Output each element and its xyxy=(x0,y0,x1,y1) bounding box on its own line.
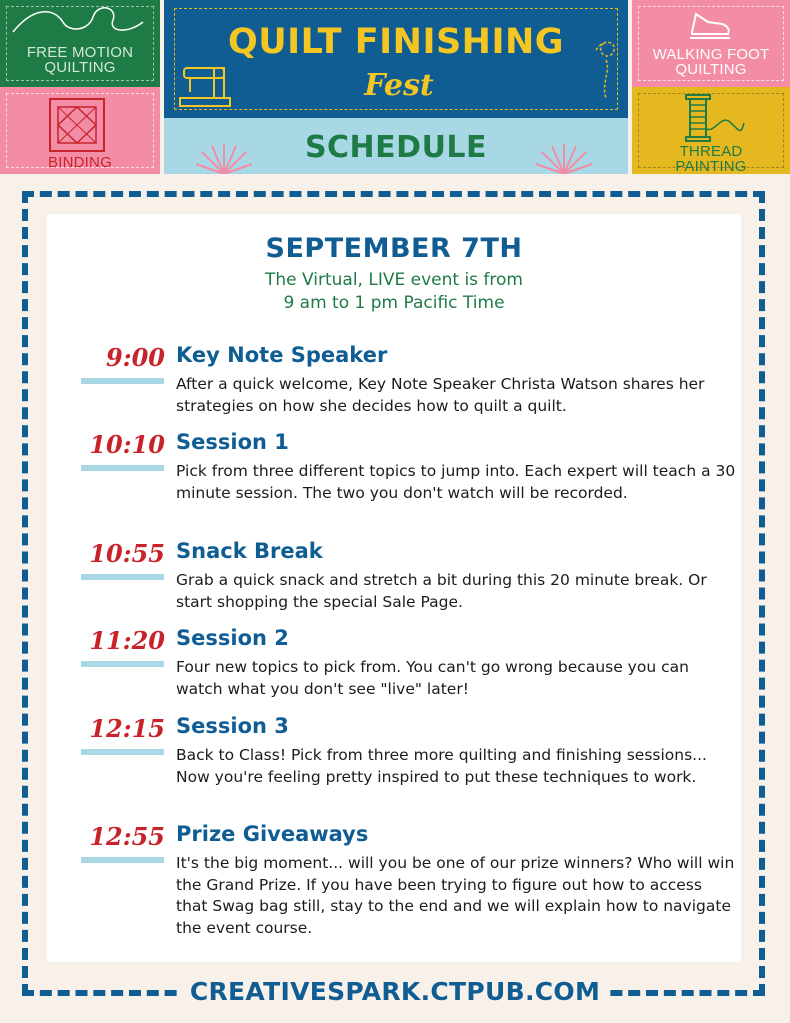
event-intro-line-2: 9 am to 1 pm Pacific Time xyxy=(283,293,505,313)
title-banner xyxy=(164,0,628,118)
schedule-time: 9:00 xyxy=(106,343,165,372)
free-motion-quilting-label xyxy=(0,45,160,75)
time-underline xyxy=(81,749,164,755)
quilt-block-icon xyxy=(48,97,106,153)
time-underline xyxy=(81,378,164,384)
event-intro-line-1: The Virtual, LIVE event is from xyxy=(264,270,523,290)
schedule-description: Grab a quick snack and stretch a bit during this 20 minute break. Or start shopping the special Sale Page. xyxy=(176,571,707,611)
thread-painting-tile xyxy=(632,87,790,174)
time-underline xyxy=(81,661,164,667)
schedule-banner xyxy=(164,118,628,174)
schedule-description: After a quick welcome, Key Note Speaker Christa Watson shares her strategies on how she decides how to quilt a quilt. xyxy=(176,375,705,415)
thread-spool-icon xyxy=(676,93,746,143)
walking-foot-tile xyxy=(632,0,790,87)
schedule-description: It's the big moment... will you be one of our prize winners? Who will win the Grand Prize. If you have been trying to figure out how to access that Swag bag still, stay to the end and we will explain how to navigate the event course. xyxy=(176,854,735,937)
event-date: SEPTEMBER 7TH xyxy=(265,233,523,264)
time-underline xyxy=(81,574,164,580)
thread-painting-text: THREAD PAINTING xyxy=(675,143,747,174)
schedule-time: 12:55 xyxy=(89,822,165,851)
schedule-title: Snack Break xyxy=(176,539,323,563)
schedule-description: Back to Class! Pick from three more quilting and finishing sessions... Now you're feeling pretty inspired to put these techniques to work. xyxy=(176,746,707,786)
free-motion-quilting-tile xyxy=(0,0,160,87)
schedule-description: Four new topics to pick from. You can't go wrong because you can watch what you don't see "live" later! xyxy=(176,658,689,698)
schedule-title: Key Note Speaker xyxy=(176,343,388,367)
schedule-heading: SCHEDULE xyxy=(304,130,488,165)
sewing-machine-icon xyxy=(178,62,234,110)
schedule-time: 12:15 xyxy=(89,714,165,743)
schedule-title: Prize Giveaways xyxy=(176,822,369,846)
free-motion-text: FREE MOTION QUILTING xyxy=(26,44,134,76)
sneaker-icon xyxy=(688,6,732,40)
schedule-title: Session 3 xyxy=(176,714,289,738)
event-subtitle: Fest xyxy=(364,68,434,103)
binding-label: BINDING xyxy=(48,154,112,171)
schedule-time: 10:10 xyxy=(89,430,165,459)
schedule-title: Session 1 xyxy=(176,430,289,454)
schedule-description: Pick from three different topics to jump into. Each expert will teach a 30 minute session. The two you don't watch will be recorded. xyxy=(176,462,736,502)
time-underline xyxy=(81,465,164,471)
event-title: QUILT FINISHING xyxy=(227,22,565,62)
walking-foot-label xyxy=(632,47,790,77)
schedule-time: 10:55 xyxy=(89,539,165,568)
schedule-time: 11:20 xyxy=(89,626,165,655)
walking-foot-text: WALKING FOOT QUILTING xyxy=(652,46,770,78)
footer-website-link[interactable]: CREATIVESPARK.CTPUB.COM xyxy=(189,977,601,1006)
thread-painting-label xyxy=(632,144,790,174)
time-underline xyxy=(81,857,164,863)
thread-swirl-icon xyxy=(8,2,148,42)
schedule-title: Session 2 xyxy=(176,626,289,650)
